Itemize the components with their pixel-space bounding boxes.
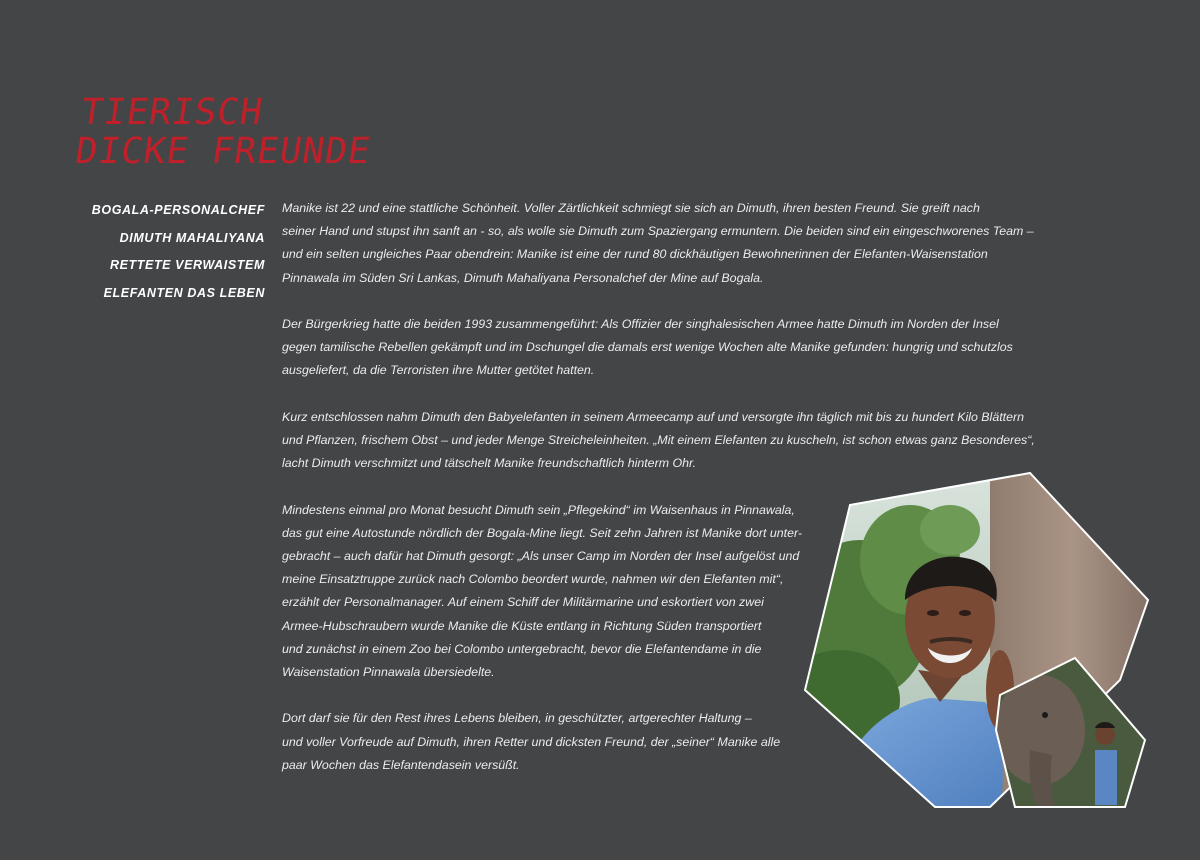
paragraph-1 (282, 197, 1035, 290)
pull-quote-line: BOGALA-PERSONALCHEF (91, 203, 265, 217)
pull-quote-line: RETTETE VERWAISTEM (109, 258, 265, 272)
title-line-1: TIERISCH (78, 92, 266, 133)
text-line: erzählt der Personalmanager. Auf einem Schiff der Militärmarine und eskortiert von zwei (282, 595, 764, 610)
pull-quote-line: ELEFANTEN DAS LEBEN (103, 285, 265, 300)
text-line: paar Wochen das Elefantendasein versüßt. (282, 757, 520, 772)
text-line: lacht Dimuth verschmitzt und tätschelt Manike freundschaftlich hinterm Ohr. (282, 456, 697, 471)
text-line: und voller Vorfreude auf Dimuth, ihren Retter und dicksten Freund, der „seiner“ Manike alle (282, 734, 781, 749)
text-line: ausgeliefert, da die Terroristen ihre Mutter getötet hatten. (282, 363, 595, 378)
paragraph-2 (282, 313, 1035, 383)
text-line: Armee-Hubschraubern wurde Manike die Küste entlang in Richtung Süden transportiert (282, 618, 762, 633)
text-line: Der Bürgerkrieg hatte die beiden 1993 zusammengeführt: Als Offizier der singhalesischen Armee hatte Dimuth im Norden der Insel (282, 317, 999, 331)
text-line: und Pflanzen, frischem Obst – und jeder Menge Streicheleinheiten. „Mit einem Elefanten zu kuscheln, ist schon etwas ganz Besonderes“, (282, 433, 1035, 447)
text-line: Waisenstation Pinnawala übersiedelte. (282, 665, 495, 680)
title-line-2: DICKE FREUNDE (72, 131, 374, 172)
text-line: das gut eine Autostunde nördlich der Bogala-Mine liegt. Seit zehn Jahren ist Manike dort unter- (282, 525, 803, 540)
text-line: Pinnawala im Süden Sri Lankas, Dimuth Mahaliyana Personalchef der Mine auf Bogala. (282, 270, 764, 285)
page-title (73, 93, 379, 171)
text-line: Mindestens einmal pro Monat besucht Dimuth sein „Pflegekind“ im Waisenhaus in Pinnawala, (282, 502, 795, 517)
paragraph-3 (282, 406, 1035, 476)
text-line: Dort darf sie für den Rest ihres Lebens bleiben, in geschützter, artgerechter Haltung – (282, 711, 752, 726)
text-line: und ein selten ungleiches Paar obendrein: Manike ist eine der rund 80 dickhäutigen Bewohnerinnen der Elefanten-Waisenstation (282, 247, 988, 262)
pull-quote (92, 197, 265, 307)
text-line: gegen tamilische Rebellen gekämpft und im Dschungel die damals erst wenige Wochen alte Manike gefunden: hungrig und schutzlos (282, 340, 1013, 355)
pull-quote-line: DIMUTH MAHALIYANA (119, 230, 265, 245)
text-line: meine Einsatztruppe zurück nach Colombo beordert wurde, nahmen wir den Elefanten mit“, (282, 572, 784, 587)
text-line: gebracht – auch dafür hat Dimuth gesorgt: „Als unser Camp im Norden der Insel aufgelöst und (282, 549, 800, 563)
text-line: Manike ist 22 und eine stattliche Schönheit. Voller Zärtlichkeit schmiegt sie sich an Dimuth, ihren besten Freund. Sie greift nach (282, 201, 980, 215)
photo-collage (800, 470, 1160, 815)
text-line: Kurz entschlossen nahm Dimuth den Babyelefanten in seinem Armeecamp auf und versorgte ihn täglich mit bis zu hundert Kilo Blättern (282, 409, 1024, 424)
text-line: und zunächst in einem Zoo bei Colombo untergebracht, bevor die Elefantendame in die (282, 641, 762, 656)
text-line: seiner Hand und stupst ihn sanft an - so, als wolle sie Dimuth zum Spaziergang ermuntern. Die beiden sind ein eingeschworenes Team – (282, 224, 1034, 239)
